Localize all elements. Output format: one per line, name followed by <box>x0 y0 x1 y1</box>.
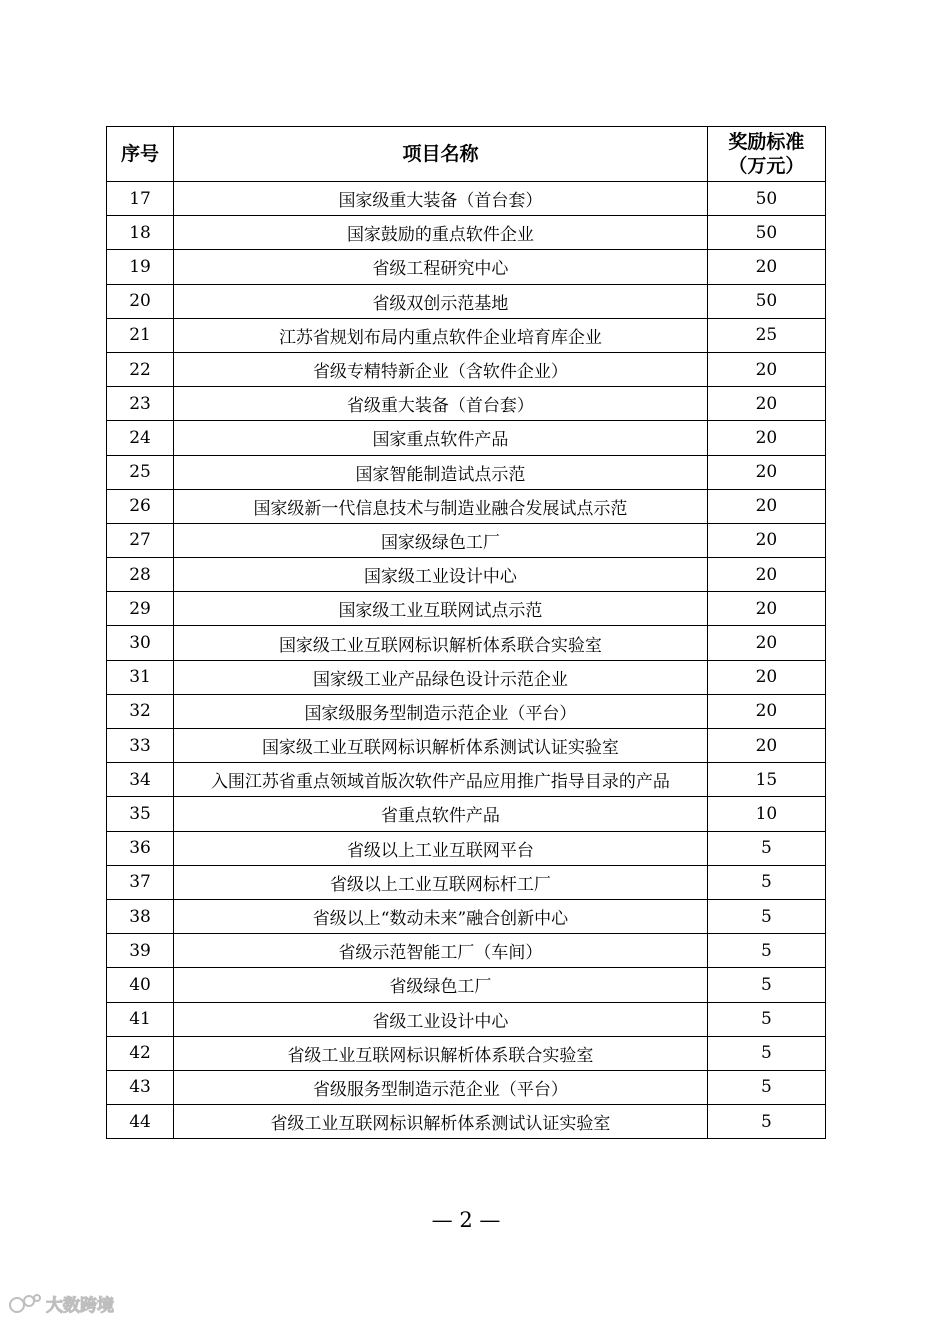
cell-project-name: 省级工业互联网标识解析体系测试认证实验室 <box>174 1105 708 1139</box>
watermark <box>8 1290 114 1316</box>
cell-reward-standard: 15 <box>707 763 825 797</box>
cell-serial-number: 20 <box>107 284 174 318</box>
cell-project-name: 省级以上工业互联网平台 <box>174 831 708 865</box>
cell-serial-number: 22 <box>107 352 174 386</box>
cell-reward-standard: 5 <box>707 934 825 968</box>
cell-reward-standard: 20 <box>707 694 825 728</box>
cell-serial-number: 35 <box>107 797 174 831</box>
cell-serial-number: 34 <box>107 763 174 797</box>
cell-reward-standard: 5 <box>707 1036 825 1070</box>
table-row <box>107 318 826 352</box>
cell-reward-standard: 5 <box>707 831 825 865</box>
cell-reward-standard: 5 <box>707 865 825 899</box>
cell-serial-number: 39 <box>107 934 174 968</box>
cell-project-name: 入围江苏省重点领域首版次软件产品应用推广指导目录的产品 <box>174 763 708 797</box>
cell-project-name: 国家级重大装备（首台套） <box>174 182 708 216</box>
table-row <box>107 352 826 386</box>
table-row <box>107 694 826 728</box>
header-reward-standard-line1: 奖励标准 <box>728 131 805 153</box>
cell-project-name: 省级工程研究中心 <box>174 250 708 284</box>
cell-serial-number: 17 <box>107 182 174 216</box>
cell-serial-number: 30 <box>107 626 174 660</box>
table-row <box>107 626 826 660</box>
cell-project-name: 省级工业设计中心 <box>174 1002 708 1036</box>
cell-reward-standard: 20 <box>707 421 825 455</box>
cell-project-name: 国家级工业互联网标识解析体系联合实验室 <box>174 626 708 660</box>
table-row <box>107 763 826 797</box>
cell-serial-number: 21 <box>107 318 174 352</box>
cell-serial-number: 44 <box>107 1105 174 1139</box>
table-body <box>107 182 826 1139</box>
reward-table <box>106 126 826 1139</box>
cell-reward-standard: 20 <box>707 455 825 489</box>
cell-serial-number: 37 <box>107 865 174 899</box>
cell-serial-number: 23 <box>107 387 174 421</box>
cell-serial-number: 33 <box>107 729 174 763</box>
table-row <box>107 558 826 592</box>
cell-reward-standard: 50 <box>707 182 825 216</box>
cell-project-name: 国家级工业互联网标识解析体系测试认证实验室 <box>174 729 708 763</box>
table-row <box>107 250 826 284</box>
cell-reward-standard: 20 <box>707 626 825 660</box>
table-row <box>107 660 826 694</box>
table-row <box>107 216 826 250</box>
cell-project-name: 国家智能制造试点示范 <box>174 455 708 489</box>
cell-project-name: 国家鼓励的重点软件企业 <box>174 216 708 250</box>
cell-project-name: 省级工业互联网标识解析体系联合实验室 <box>174 1036 708 1070</box>
cell-project-name: 省级重大装备（首台套） <box>174 387 708 421</box>
table-row <box>107 899 826 933</box>
cell-reward-standard: 20 <box>707 489 825 523</box>
table-row <box>107 831 826 865</box>
cell-reward-standard: 5 <box>707 1070 825 1104</box>
table-row <box>107 1036 826 1070</box>
table-row <box>107 1105 826 1139</box>
table-row <box>107 284 826 318</box>
cell-reward-standard: 20 <box>707 387 825 421</box>
table-header-row <box>107 127 826 182</box>
table-row <box>107 1070 826 1104</box>
cell-reward-standard: 20 <box>707 250 825 284</box>
table-row <box>107 934 826 968</box>
header-reward-standard-line2: （万元） <box>728 155 805 177</box>
cell-reward-standard: 20 <box>707 729 825 763</box>
table-row <box>107 968 826 1002</box>
cell-project-name: 省级以上工业互联网标杆工厂 <box>174 865 708 899</box>
cell-serial-number: 19 <box>107 250 174 284</box>
cell-project-name: 省级双创示范基地 <box>174 284 708 318</box>
cell-serial-number: 31 <box>107 660 174 694</box>
cell-serial-number: 40 <box>107 968 174 1002</box>
cell-serial-number: 28 <box>107 558 174 592</box>
header-serial-number: 序号 <box>107 127 174 182</box>
table-row <box>107 421 826 455</box>
table-row <box>107 182 826 216</box>
cell-project-name: 国家级工业产品绿色设计示范企业 <box>174 660 708 694</box>
cell-project-name: 江苏省规划布局内重点软件企业培育库企业 <box>174 318 708 352</box>
cell-project-name: 国家级工业设计中心 <box>174 558 708 592</box>
table-row <box>107 865 826 899</box>
cell-reward-standard: 5 <box>707 899 825 933</box>
cell-serial-number: 26 <box>107 489 174 523</box>
table-row <box>107 455 826 489</box>
cell-serial-number: 27 <box>107 523 174 557</box>
cell-serial-number: 32 <box>107 694 174 728</box>
cell-serial-number: 18 <box>107 216 174 250</box>
table-row <box>107 523 826 557</box>
cell-project-name: 国家重点软件产品 <box>174 421 708 455</box>
cell-reward-standard: 20 <box>707 660 825 694</box>
cell-project-name: 省重点软件产品 <box>174 797 708 831</box>
cell-reward-standard: 20 <box>707 523 825 557</box>
cell-reward-standard: 5 <box>707 968 825 1002</box>
cell-project-name: 省级绿色工厂 <box>174 968 708 1002</box>
cell-project-name: 国家级绿色工厂 <box>174 523 708 557</box>
table-row <box>107 797 826 831</box>
cell-reward-standard: 5 <box>707 1002 825 1036</box>
watermark-text: 大数跨境 <box>46 1295 114 1316</box>
cell-reward-standard: 5 <box>707 1105 825 1139</box>
cell-reward-standard: 20 <box>707 352 825 386</box>
cell-project-name: 省级以上“数动未来”融合创新中心 <box>174 899 708 933</box>
cell-serial-number: 43 <box>107 1070 174 1104</box>
watermark-logo-icon <box>8 1290 42 1316</box>
cell-reward-standard: 50 <box>707 216 825 250</box>
table-row <box>107 729 826 763</box>
cell-project-name: 国家级新一代信息技术与制造业融合发展试点示范 <box>174 489 708 523</box>
cell-serial-number: 36 <box>107 831 174 865</box>
page-number: — 2 — <box>431 1208 501 1232</box>
table-row <box>107 592 826 626</box>
cell-serial-number: 25 <box>107 455 174 489</box>
cell-reward-standard: 20 <box>707 558 825 592</box>
header-project-name: 项目名称 <box>174 127 708 182</box>
cell-project-name: 国家级工业互联网试点示范 <box>174 592 708 626</box>
cell-project-name: 省级服务型制造示范企业（平台） <box>174 1070 708 1104</box>
cell-reward-standard: 10 <box>707 797 825 831</box>
cell-serial-number: 29 <box>107 592 174 626</box>
cell-reward-standard: 50 <box>707 284 825 318</box>
cell-serial-number: 41 <box>107 1002 174 1036</box>
cell-serial-number: 24 <box>107 421 174 455</box>
table-row <box>107 489 826 523</box>
table-row <box>107 387 826 421</box>
cell-project-name: 国家级服务型制造示范企业（平台） <box>174 694 708 728</box>
cell-project-name: 省级示范智能工厂（车间） <box>174 934 708 968</box>
cell-reward-standard: 25 <box>707 318 825 352</box>
cell-serial-number: 38 <box>107 899 174 933</box>
header-reward-standard <box>707 127 825 182</box>
cell-reward-standard: 20 <box>707 592 825 626</box>
table-row <box>107 1002 826 1036</box>
cell-serial-number: 42 <box>107 1036 174 1070</box>
cell-project-name: 省级专精特新企业（含软件企业） <box>174 352 708 386</box>
